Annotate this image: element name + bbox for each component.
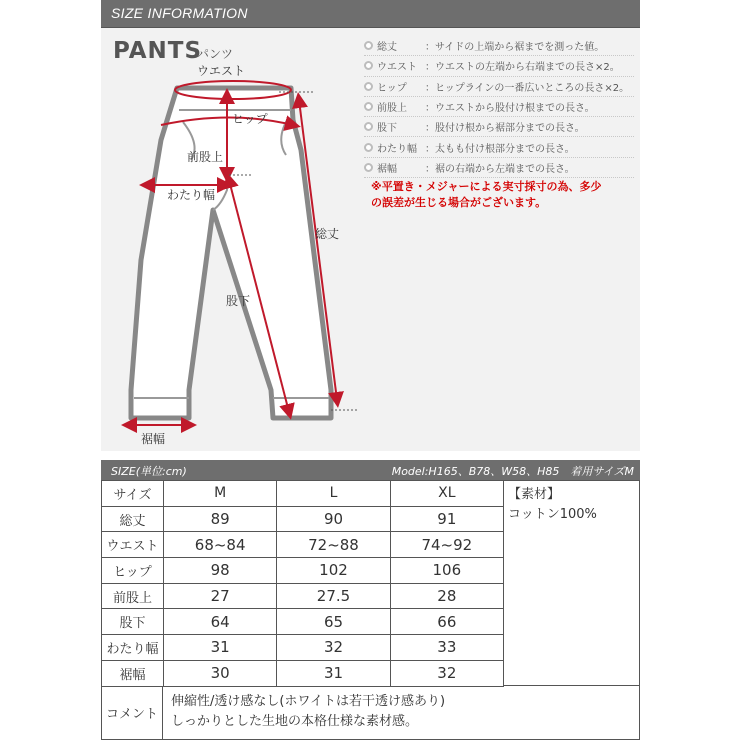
label-rise: 前股上 [187, 150, 224, 164]
size-column-m: M [164, 481, 277, 507]
table-row: ウエスト 68~84 72~88 74~92 [102, 532, 504, 558]
material-value: コットン100% [508, 507, 597, 522]
size-information-panel [101, 0, 640, 451]
circle-bullet-icon [364, 82, 373, 91]
circle-bullet-icon [364, 163, 373, 172]
label-hip: ヒップ [232, 112, 268, 126]
pants-outline [131, 88, 331, 418]
definition-row: ヒップ ： ヒップラインの一番広いところの長さ×2。 [364, 77, 634, 97]
measurement-note: ※平置き・メジャーによる実寸採寸の為、多少 の誤差が生じる場合がございます。 [371, 180, 602, 209]
measurement-definitions [364, 36, 634, 178]
comment-text: 伸縮性/透け感なし(ホワイトは若干透け感あり) しっかりとした生地の本格仕様な素材感。 [163, 686, 640, 740]
table-row: 総丈 89 90 91 [102, 506, 504, 532]
table-header-label: サイズ [102, 481, 164, 507]
circle-bullet-icon [364, 102, 373, 111]
table-row: 前股上 27 27.5 28 [102, 583, 504, 609]
material-heading: 【素材】 [508, 487, 561, 502]
size-column-xl: XL [390, 481, 503, 507]
definition-row: ウエスト ： ウエストの左端から右端までの長さ×2。 [364, 56, 634, 76]
label-hem: 裾幅 [141, 432, 166, 446]
circle-bullet-icon [364, 122, 373, 131]
circle-bullet-icon [364, 41, 373, 50]
size-table [101, 480, 504, 687]
circle-bullet-icon [364, 61, 373, 70]
definition-row: 股下 ： 股付け根から裾部分までの長さ。 [364, 117, 634, 137]
definition-row: 裾幅 ： 裾の右端から左端までの長さ。 [364, 158, 634, 178]
size-table-header-bar [101, 460, 640, 480]
label-waist: ウエスト [197, 64, 246, 78]
material-box [504, 480, 640, 686]
model-info: Model:H165、B78、W58、H85 着用サイズM [391, 465, 634, 478]
label-inseam: 股下 [226, 294, 251, 308]
table-row: ヒップ 98 102 106 [102, 558, 504, 584]
garment-title: PANTS [113, 38, 203, 64]
table-row: 裾幅 30 31 32 [102, 660, 504, 686]
size-unit-label: SIZE(単位:cm) [111, 465, 187, 478]
definition-row: 前股上 ： ウエストから股付け根までの長さ。 [364, 97, 634, 117]
circle-bullet-icon [364, 143, 373, 152]
label-thigh: わたり幅 [167, 188, 216, 202]
size-column-l: L [277, 481, 390, 507]
table-header-row [102, 481, 504, 507]
definition-row: 総丈 ： サイドの上端から裾までを測った値。 [364, 36, 634, 56]
table-row: わたり幅 31 32 33 [102, 635, 504, 661]
section-title: SIZE INFORMATION [111, 5, 248, 21]
comment-label: コメント [101, 686, 163, 740]
label-length: 総丈 [315, 227, 340, 241]
definition-row: わたり幅 ： 太もも付け根部分までの長さ。 [364, 137, 634, 157]
table-row: 股下 64 65 66 [102, 609, 504, 635]
garment-subtitle: パンツ [197, 47, 234, 61]
